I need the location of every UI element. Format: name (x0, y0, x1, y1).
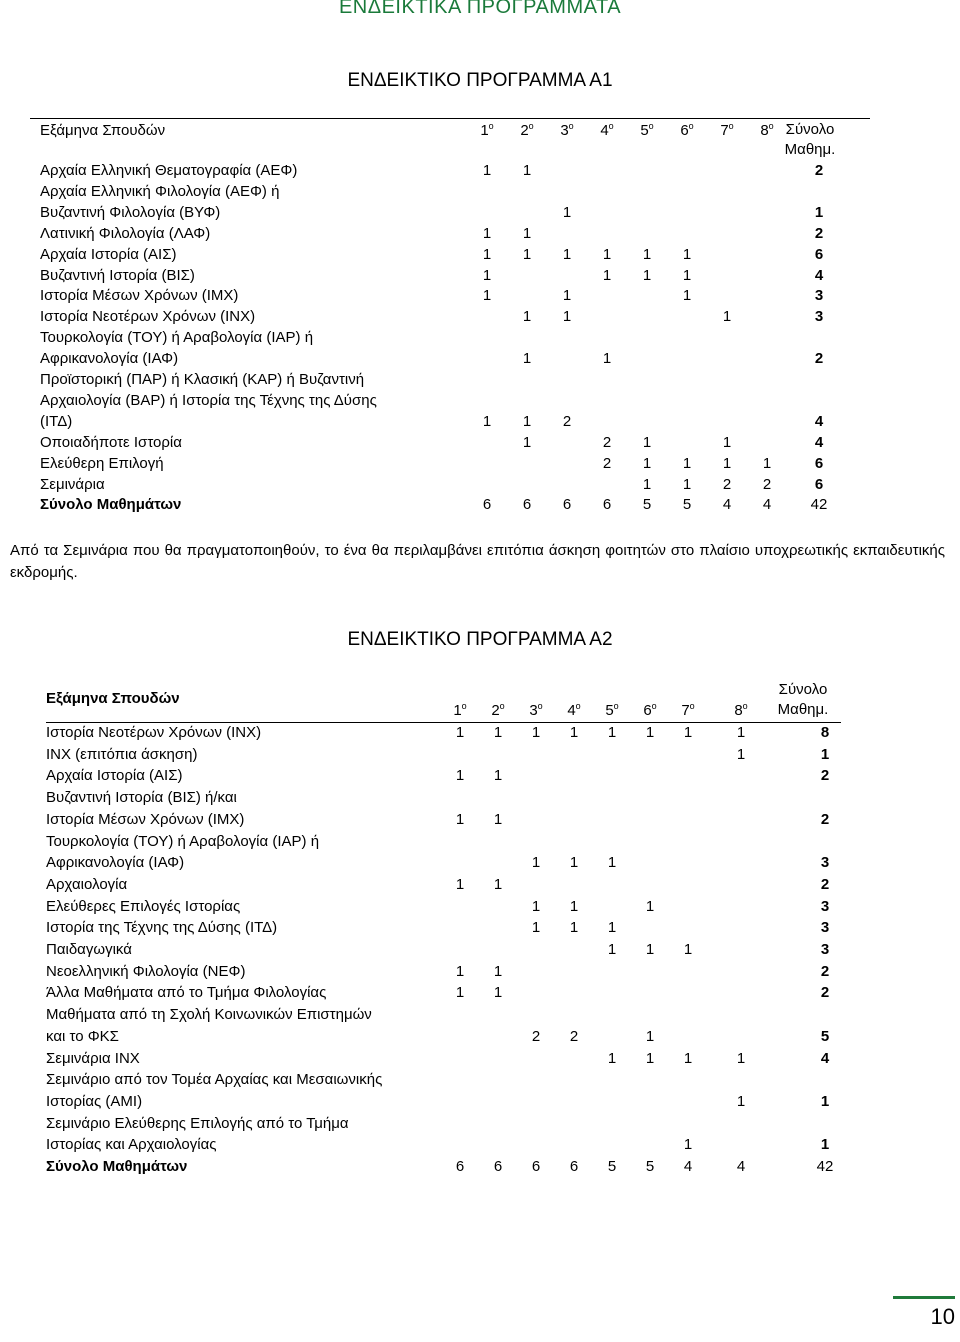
cell-semester-3: 1 (531, 854, 541, 872)
total-header-line1: Σύνολο (785, 121, 835, 138)
row-total: 4 (820, 1049, 830, 1067)
cell-semester-5: 1 (607, 854, 617, 872)
semester-header-7: $7^o$ (720, 121, 734, 139)
cell-semester-1: 1 (455, 767, 465, 785)
table-row (40, 390, 870, 411)
table-row (46, 831, 846, 852)
cell-semester-2: 1 (522, 245, 532, 263)
total-header-line2: Μαθημ. (777, 701, 829, 718)
cell-semester-8: 1 (736, 724, 746, 741)
cell-semester-1: 1 (455, 810, 465, 828)
cell-semester-3: 2 (531, 1027, 541, 1045)
cell-semester-4: 6 (602, 496, 612, 514)
cell-semester-7: 1 (683, 941, 693, 958)
cell-semester-4: 2 (602, 433, 612, 451)
table-row (40, 369, 870, 390)
course-label: Ελεύθερες Επιλογές Ιστορίας (46, 897, 241, 915)
seminar-note: Από τα Σεμινάρια που θα πραγματοποιηθούν, το ένα θα περιλαμβάνει επιτόπια άσκηση φοιτητών στο πλαίσιο υποχρεωτικής εκπαιδευτικής εκδρομής. (10, 542, 945, 581)
program-a1-table (40, 118, 870, 528)
cell-semester-4: 1 (569, 897, 579, 915)
cell-semester-4: 2 (602, 454, 612, 472)
cell-semester-5: 1 (642, 245, 652, 263)
course-label: Σεμινάρια ΙΝΧ (46, 1049, 140, 1067)
semester-header-8: $8^o$ (734, 701, 748, 719)
course-label: Ιστορία Νεοτέρων Χρόνων (ΙΝΧ) (40, 308, 256, 326)
row-total: 4 (814, 433, 824, 451)
course-label: Αφρικανολογία (ΙΑΦ) (46, 854, 185, 872)
cell-semester-5: 1 (642, 454, 652, 472)
cell-semester-5: 1 (607, 919, 617, 937)
row-total: 3 (820, 854, 830, 872)
table-row (46, 765, 846, 786)
cell-semester-3: 1 (531, 919, 541, 937)
cell-semester-8: 1 (736, 1049, 746, 1067)
row-total: 2 (814, 224, 824, 242)
cell-semester-3: 2 (562, 412, 572, 430)
cell-semester-2: 1 (493, 767, 503, 785)
course-label: Λατινική Φιλολογία (ΛΑΦ) (40, 224, 211, 242)
cell-semester-2: 1 (522, 308, 532, 326)
table-row (40, 348, 870, 369)
semester-header-2: $2^o$ (491, 701, 505, 719)
cell-semester-4: 6 (569, 1158, 579, 1175)
cell-semester-6: 1 (645, 1027, 655, 1045)
cell-semester-3: 1 (562, 245, 572, 263)
cell-semester-8: 1 (762, 454, 772, 472)
cell-semester-1: 1 (482, 266, 492, 284)
semester-header-7: $7^o$ (681, 701, 695, 719)
cell-semester-5: 1 (607, 724, 617, 741)
cell-semester-2: 1 (493, 724, 503, 741)
row-total: 6 (814, 454, 824, 472)
table-row (40, 432, 870, 453)
course-label: Αρχαία Ιστορία (ΑΙΣ) (40, 245, 177, 263)
cell-semester-1: 1 (482, 245, 492, 263)
semester-header-6: $6^o$ (643, 701, 657, 719)
table-row (46, 1004, 846, 1025)
course-label: Αρχαία Ελληνική Φιλολογία (ΑΕΦ) ή (40, 182, 280, 200)
course-label: Ιστορία Μέσων Χρόνων (ΙΜΧ) (40, 287, 239, 305)
course-label: (ΙΤΔ) (40, 412, 73, 430)
course-label: και το ΦΚΣ (46, 1027, 119, 1045)
cell-semester-1: 6 (455, 1158, 465, 1175)
row-total: 3 (814, 308, 824, 326)
sum-row (40, 494, 870, 515)
course-label: Προϊστορική (ΠΑΡ) ή Κλασική (ΚΑΡ) ή Βυζαντινή (40, 371, 365, 388)
row-total: 2 (820, 875, 830, 893)
cell-semester-2: 1 (522, 433, 532, 451)
table-row (46, 852, 846, 873)
total-header-line1: Σύνολο (778, 681, 828, 698)
cell-semester-6: 1 (645, 1049, 655, 1067)
course-label: Τουρκολογία (ΤΟΥ) ή Αραβολογία (ΙΑΡ) ή (40, 329, 314, 347)
semester-header-4: $4^o$ (600, 121, 614, 139)
cell-semester-5: 1 (607, 941, 617, 958)
cell-semester-3: 1 (562, 287, 572, 305)
row-total: 6 (814, 245, 824, 263)
course-label: Ιστορία Μέσων Χρόνων (ΙΜΧ) (46, 810, 245, 828)
sum-row (46, 1156, 846, 1177)
cell-semester-3: 1 (562, 308, 572, 326)
cell-semester-7: 1 (683, 1136, 693, 1154)
cell-semester-6: 1 (682, 454, 692, 472)
course-label: Βυζαντινή Ιστορία (ΒΙΣ) (40, 266, 195, 284)
table-row (40, 411, 870, 432)
row-total: 42 (816, 1158, 834, 1175)
sum-row-label: Σύνολο Μαθημάτων (40, 496, 182, 514)
semesters-header-label: Εξάμηνα Σπουδών (40, 122, 166, 139)
course-label: Βυζαντινή Ιστορία (ΒΙΣ) ή/και (46, 789, 237, 807)
course-label: Παιδαγωγικά (46, 941, 132, 958)
course-label: Αφρικανολογία (ΙΑΦ) (40, 350, 179, 368)
cell-semester-5: 1 (642, 433, 652, 451)
cell-semester-2: 1 (522, 350, 532, 368)
cell-semester-6: 5 (645, 1158, 655, 1175)
course-label: Ιστορία Νεοτέρων Χρόνων (ΙΝΧ) (46, 724, 262, 741)
cell-semester-8: 1 (736, 1092, 746, 1110)
cell-semester-1: 1 (482, 412, 492, 430)
cell-semester-1: 6 (482, 496, 492, 514)
table-row (40, 306, 870, 327)
cell-semester-1: 1 (455, 875, 465, 893)
table-row (40, 474, 870, 495)
semester-header-5: $5^o$ (605, 701, 619, 719)
cell-semester-3: 6 (531, 1158, 541, 1175)
cell-semester-6: 1 (645, 724, 655, 741)
row-total: 2 (814, 162, 824, 179)
course-label: Αρχαιολογία (ΒΑΡ) ή Ιστορία της Τέχνης της Δύσης (40, 391, 377, 409)
cell-semester-7: 1 (722, 433, 732, 451)
table-row (46, 787, 846, 808)
table-row (46, 1091, 846, 1112)
row-total: 3 (814, 287, 824, 305)
table-row (40, 181, 870, 202)
cell-semester-4: 1 (602, 266, 612, 284)
cell-semester-1: 1 (482, 224, 492, 242)
page-number-rule (893, 1296, 955, 1299)
program-a1-title: ΕΝΔΕΙΚΤΙΚΟ ΠΡΟΓΡΑΜΜΑ Α1 (347, 70, 613, 91)
row-total: 2 (820, 810, 830, 828)
table-row (46, 1113, 846, 1134)
course-label: ΙΝΧ (επιτόπια άσκηση) (46, 745, 198, 763)
table-row (46, 722, 846, 743)
semester-header-4: $4^o$ (567, 701, 581, 719)
course-label: Άλλα Μαθήματα από το Τμήμα Φιλολογίας (46, 984, 327, 1002)
cell-semester-2: 1 (493, 984, 503, 1002)
cell-semester-5: 5 (642, 496, 652, 514)
cell-semester-2: 6 (522, 496, 532, 514)
cell-semester-2: 1 (522, 224, 532, 242)
cell-semester-6: 1 (645, 941, 655, 958)
cell-semester-2: 6 (493, 1158, 503, 1175)
course-label: Ελεύθερη Επιλογή (40, 454, 164, 472)
semester-header-1: $1^o$ (453, 701, 467, 719)
table-row (46, 809, 846, 830)
cell-semester-7: 1 (683, 1049, 693, 1067)
cell-semester-4: 1 (569, 854, 579, 872)
sum-row-label: Σύνολο Μαθημάτων (46, 1158, 188, 1175)
semester-header-8: $8^o$ (760, 121, 774, 139)
table-row (40, 285, 870, 306)
cell-semester-4: 2 (569, 1027, 579, 1045)
cell-semester-6: 5 (682, 496, 692, 514)
course-label: Νεοελληνική Φιλολογία (ΝΕΦ) (46, 962, 246, 980)
cell-semester-4: 1 (602, 245, 612, 263)
table-row (46, 982, 846, 1003)
cell-semester-2: 1 (522, 162, 532, 179)
cell-semester-8: 1 (736, 745, 746, 763)
cell-semester-1: 1 (455, 962, 465, 980)
cell-semester-5: 1 (607, 1049, 617, 1067)
table-row (46, 917, 846, 938)
cell-semester-3: 1 (531, 724, 541, 741)
row-total: 1 (814, 203, 824, 221)
cell-semester-7: 1 (683, 724, 693, 741)
cell-semester-7: 1 (722, 308, 732, 326)
course-label: Βυζαντινή Φιλολογία (ΒΥΦ) (40, 203, 221, 221)
row-total: 2 (820, 984, 830, 1002)
table-row (46, 896, 846, 917)
cell-semester-6: 1 (682, 475, 692, 493)
cell-semester-8: 4 (736, 1158, 746, 1175)
row-total: 2 (820, 962, 830, 980)
table-row (40, 223, 870, 244)
cell-semester-5: 1 (642, 475, 652, 493)
row-total: 4 (814, 412, 824, 430)
cell-semester-6: 1 (682, 287, 692, 305)
course-label: Μαθήματα από τη Σχολή Κοινωνικών Επιστημών (46, 1006, 372, 1024)
cell-semester-7: 1 (722, 454, 732, 472)
row-total: 1 (820, 1092, 830, 1110)
semester-header-2: $2^o$ (520, 121, 534, 139)
table-row (46, 1026, 846, 1047)
row-total: 8 (820, 724, 830, 741)
cell-semester-1: 1 (482, 162, 492, 179)
course-label: Αρχαιολογία (46, 875, 128, 893)
row-total: 3 (820, 897, 830, 915)
row-total: 2 (814, 350, 824, 368)
cell-semester-2: 1 (493, 810, 503, 828)
page-heading: ΕΝΔΕΙΚΤΙΚΑ ΠΡΟΓΡΑΜΜΑΤΑ (338, 0, 622, 18)
table-row (40, 160, 870, 181)
row-total: 4 (814, 266, 824, 284)
cell-semester-5: 1 (642, 266, 652, 284)
table-row (40, 202, 870, 223)
cell-semester-6: 1 (645, 897, 655, 915)
cell-semester-2: 1 (522, 412, 532, 430)
row-total: 3 (820, 941, 830, 958)
row-total: 42 (810, 496, 828, 514)
cell-semester-3: 1 (531, 897, 541, 915)
page-number-box (893, 1296, 955, 1336)
row-total: 2 (820, 767, 830, 785)
row-total: 3 (820, 919, 830, 937)
course-label: Οποιαδήποτε Ιστορία (40, 433, 182, 451)
cell-semester-6: 1 (682, 266, 692, 284)
page-number: 10 (930, 1304, 955, 1329)
row-total: 1 (820, 745, 830, 763)
cell-semester-7: 4 (683, 1158, 693, 1175)
program-a2-table (46, 678, 846, 1178)
cell-semester-7: 2 (722, 475, 732, 493)
cell-semester-3: 6 (562, 496, 572, 514)
cell-semester-1: 1 (455, 724, 465, 741)
table-row (40, 327, 870, 348)
table-row (46, 744, 846, 765)
row-total: 6 (814, 475, 824, 493)
table-row (46, 939, 846, 960)
course-label: Τουρκολογία (ΤΟΥ) ή Αραβολογία (ΙΑΡ) ή (46, 832, 320, 850)
course-label: Σεμινάριο Ελεύθερης Επιλογής από το Τμήμα (46, 1114, 349, 1132)
semester-header-1: $1^o$ (480, 121, 494, 139)
cell-semester-6: 1 (682, 245, 692, 263)
table-row (46, 961, 846, 982)
total-header-line2: Μαθημ. (784, 141, 836, 158)
table-row (40, 265, 870, 286)
course-label: Αρχαία Ελληνική Θεματογραφία (ΑΕΦ) (40, 162, 298, 179)
cell-semester-1: 1 (482, 287, 492, 305)
course-label: Σεμινάρια (40, 475, 105, 493)
cell-semester-7: 4 (722, 496, 732, 514)
course-label: Σεμινάριο από τον Τομέα Αρχαίας και Μεσαιωνικής (46, 1071, 383, 1089)
cell-semester-2: 1 (493, 875, 503, 893)
course-label: Αρχαία Ιστορία (ΑΙΣ) (46, 767, 183, 785)
row-total: 1 (820, 1136, 830, 1154)
cell-semester-3: 1 (562, 203, 572, 221)
course-label: Ιστορίας και Αρχαιολογίας (46, 1136, 217, 1154)
semesters-header-label: Εξάμηνα Σπουδών (46, 690, 180, 707)
cell-semester-2: 1 (493, 962, 503, 980)
cell-semester-4: 1 (602, 350, 612, 368)
program-a2-title: ΕΝΔΕΙΚΤΙΚΟ ΠΡΟΓΡΑΜΜΑ Α2 (347, 629, 613, 650)
semester-header-5: $5^o$ (640, 121, 654, 139)
header-rule (30, 118, 870, 119)
table-row (40, 244, 870, 265)
table-row (46, 1048, 846, 1069)
course-label: Ιστορίας (ΑΜΙ) (46, 1092, 143, 1110)
table-row (46, 874, 846, 895)
semester-header-6: $6^o$ (680, 121, 694, 139)
semester-header-3: $3^o$ (529, 701, 543, 719)
course-label: Ιστορία της Τέχνης της Δύσης (ΙΤΔ) (46, 919, 278, 937)
table-row (40, 453, 870, 474)
semester-header-3: $3^o$ (560, 121, 574, 139)
table-row (46, 1069, 846, 1090)
cell-semester-4: 1 (569, 724, 579, 741)
cell-semester-5: 5 (607, 1158, 617, 1175)
cell-semester-4: 1 (569, 919, 579, 937)
cell-semester-1: 1 (455, 984, 465, 1002)
row-total: 5 (820, 1027, 830, 1045)
cell-semester-8: 2 (762, 475, 772, 493)
table-row (46, 1134, 846, 1155)
cell-semester-8: 4 (762, 496, 772, 514)
